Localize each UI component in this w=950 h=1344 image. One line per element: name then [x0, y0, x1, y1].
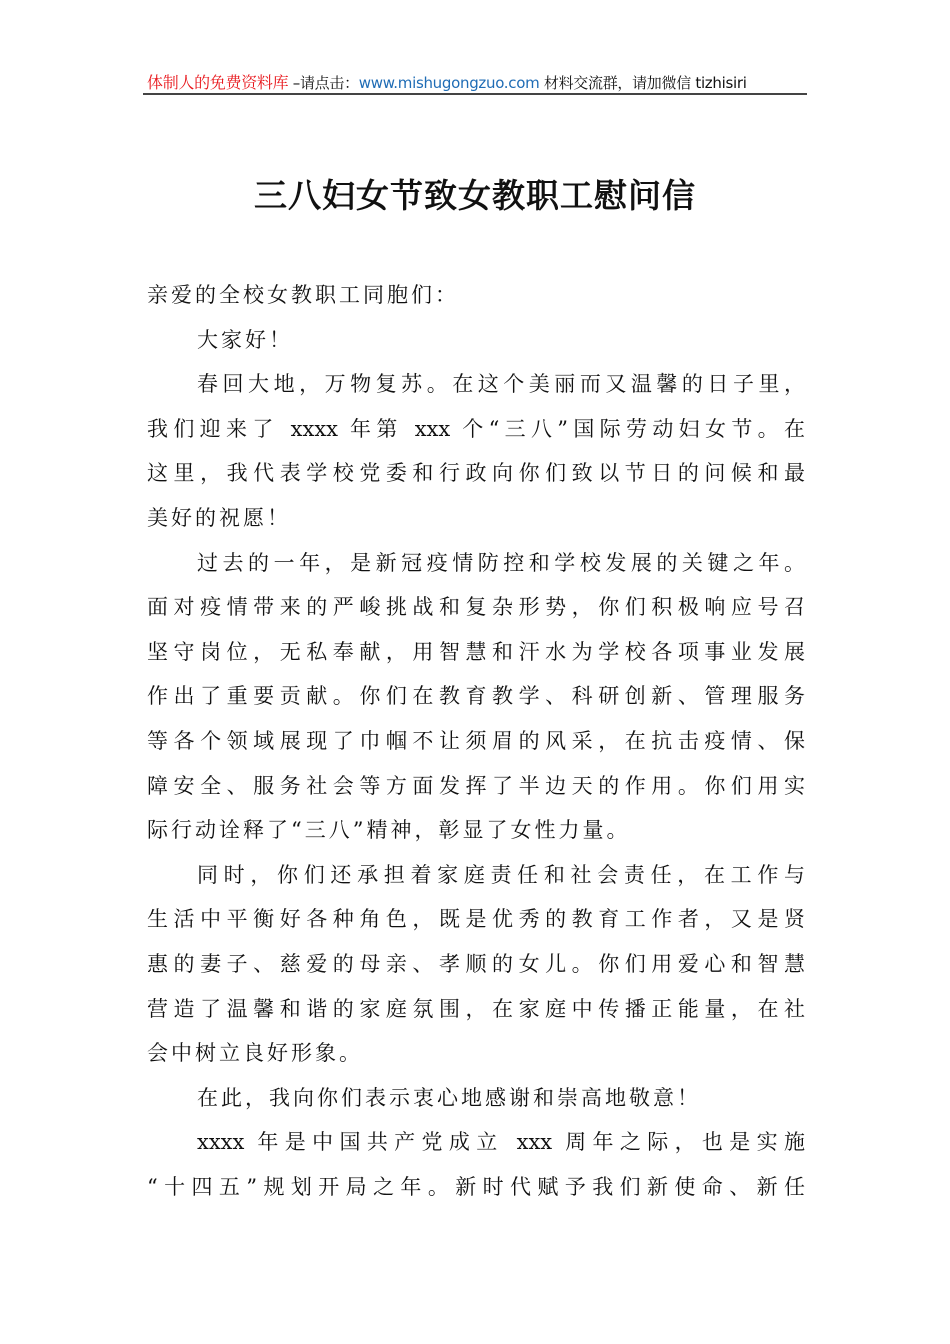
header-link[interactable]: www.mishugongzuo.com: [358, 74, 540, 92]
text-line: 面对疫情带来的严峻挑战和复杂形势，你们积极响应号召: [147, 595, 805, 620]
header-note: 材料交流群，请加微信 tizhisiri: [539, 74, 747, 92]
text-line: 际行动诠释了“三八”精神，彰显了女性力量。: [147, 818, 631, 843]
text-line: 美好的祝愿！: [147, 505, 291, 530]
text-line: 障安全、服务社会等方面发挥了半边天的作用。你们用实: [147, 773, 805, 798]
text-line: 营造了温馨和谐的家庭氛围，在家庭中传播正能量，在社: [147, 996, 805, 1021]
text-line: 同时，你们还承担着家庭责任和社会责任，在工作与: [197, 862, 805, 887]
document-body: [147, 273, 805, 1209]
document-title: 三八妇女节致女教职工慰问信: [254, 176, 696, 215]
text-line: 等各个领域展现了巾帼不让须眉的风采，在抗击疫情、保: [147, 728, 805, 753]
header-brand: 体制人的免费资料库: [147, 73, 289, 92]
text-line: 春回大地，万物复苏。在这个美丽而又温馨的日子里，: [197, 372, 805, 397]
text-line: 大家好！: [197, 327, 293, 352]
text-line: 过去的一年，是新冠疫情防控和学校发展的关键之年。: [197, 550, 805, 575]
text-line: 生活中平衡好各种角色，既是优秀的教育工作者，又是贤: [147, 907, 805, 932]
header-divider: [143, 93, 807, 95]
text-line: 亲爱的全校女教职工同胞们：: [147, 283, 459, 307]
text-line: 惠的妻子、慈爱的母亲、孝顺的女儿。你们用爱心和智慧: [147, 951, 805, 976]
text-line: 我们迎来了 xxxx 年第 xxx 个“三八”国际劳动妇女节。在: [147, 416, 805, 441]
text-line: 这里，我代表学校党委和行政向你们致以节日的问候和最: [147, 461, 805, 486]
text-line: “十四五”规划开局之年。新时代赋予我们新使命、新任: [147, 1174, 805, 1199]
text-line: 坚守岗位，无私奉献，用智慧和汗水为学校各项事业发展: [147, 639, 805, 664]
page-header: [147, 70, 805, 93]
text-line: 会中树立良好形象。: [147, 1041, 363, 1066]
text-line: xxxx 年是中国共产党成立 xxx 周年之际，也是实施: [197, 1130, 805, 1155]
text-line: 在此，我向你们表示衷心地感谢和崇高地敬意！: [197, 1085, 701, 1110]
header-prompt: –请点击：: [288, 74, 359, 92]
text-line: 作出了重要贡献。你们在教育教学、科研创新、管理服务: [147, 684, 805, 709]
